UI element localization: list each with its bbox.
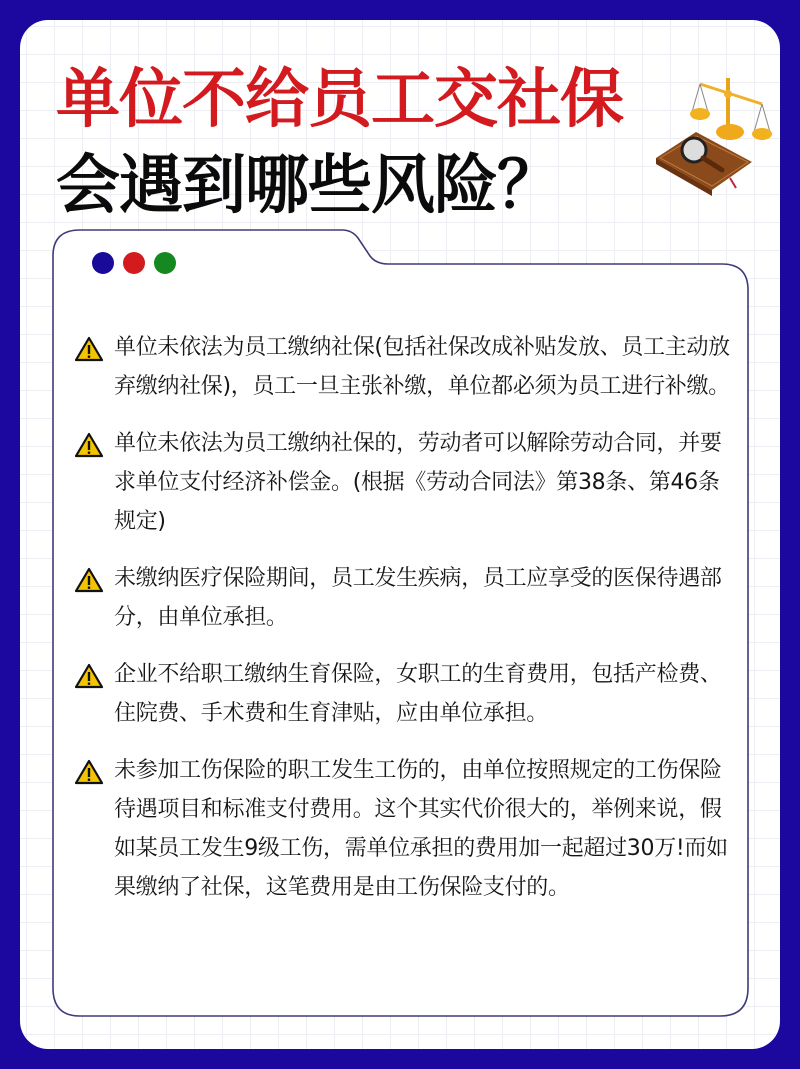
- dot-blue: [92, 252, 114, 274]
- risk-text: 企业不给职工缴纳生育保险，女职工的生育费用，包括产检费、住院费、手术费和生育津贴，应由单位承担。: [114, 662, 722, 726]
- risk-text: 未参加工伤保险的职工发生工伤的，由单位按照规定的工伤保险待遇项目和标准支付费用。这个其实代价很大的，举例来说，假如某员工发生9级工伤，需单位承担的费用加一起超过30万!而如果缴纳了社保，这笔费用是由工伤保险支付的。: [114, 758, 728, 900]
- title-line-1: 单位不给员工交社保: [56, 63, 623, 137]
- risk-text: 未缴纳医疗保险期间，员工发生疾病，员工应享受的医保待遇部分，由单位承担。: [114, 566, 722, 630]
- warning-icon: [74, 759, 104, 785]
- warning-icon: [74, 567, 104, 593]
- warning-icon: [74, 432, 104, 458]
- warning-icon: [74, 663, 104, 689]
- risk-list: [74, 328, 734, 925]
- dot-red: [123, 252, 145, 274]
- warning-icon: [74, 336, 104, 362]
- risk-item: [74, 424, 734, 541]
- title-line-2: 会遇到哪些风险？: [56, 149, 560, 223]
- risk-item: [74, 751, 734, 907]
- scales-of-justice-law-book-icon: [652, 70, 774, 198]
- risk-item: [74, 559, 734, 637]
- window-dots: [92, 252, 176, 274]
- risk-item: [74, 655, 734, 733]
- risk-text: 单位未依法为员工缴纳社保的，劳动者可以解除劳动合同，并要求单位支付经济补偿金。(根据《劳动合同法》第38条、第46条规定): [114, 431, 722, 534]
- risk-item: [74, 328, 734, 406]
- risk-text: 单位未依法为员工缴纳社保(包括社保改成补贴发放、员工主动放弃缴纳社保)，员工一旦主张补缴，单位都必须为员工进行补缴。: [114, 335, 730, 399]
- dot-green: [154, 252, 176, 274]
- window-panel: [52, 228, 750, 1018]
